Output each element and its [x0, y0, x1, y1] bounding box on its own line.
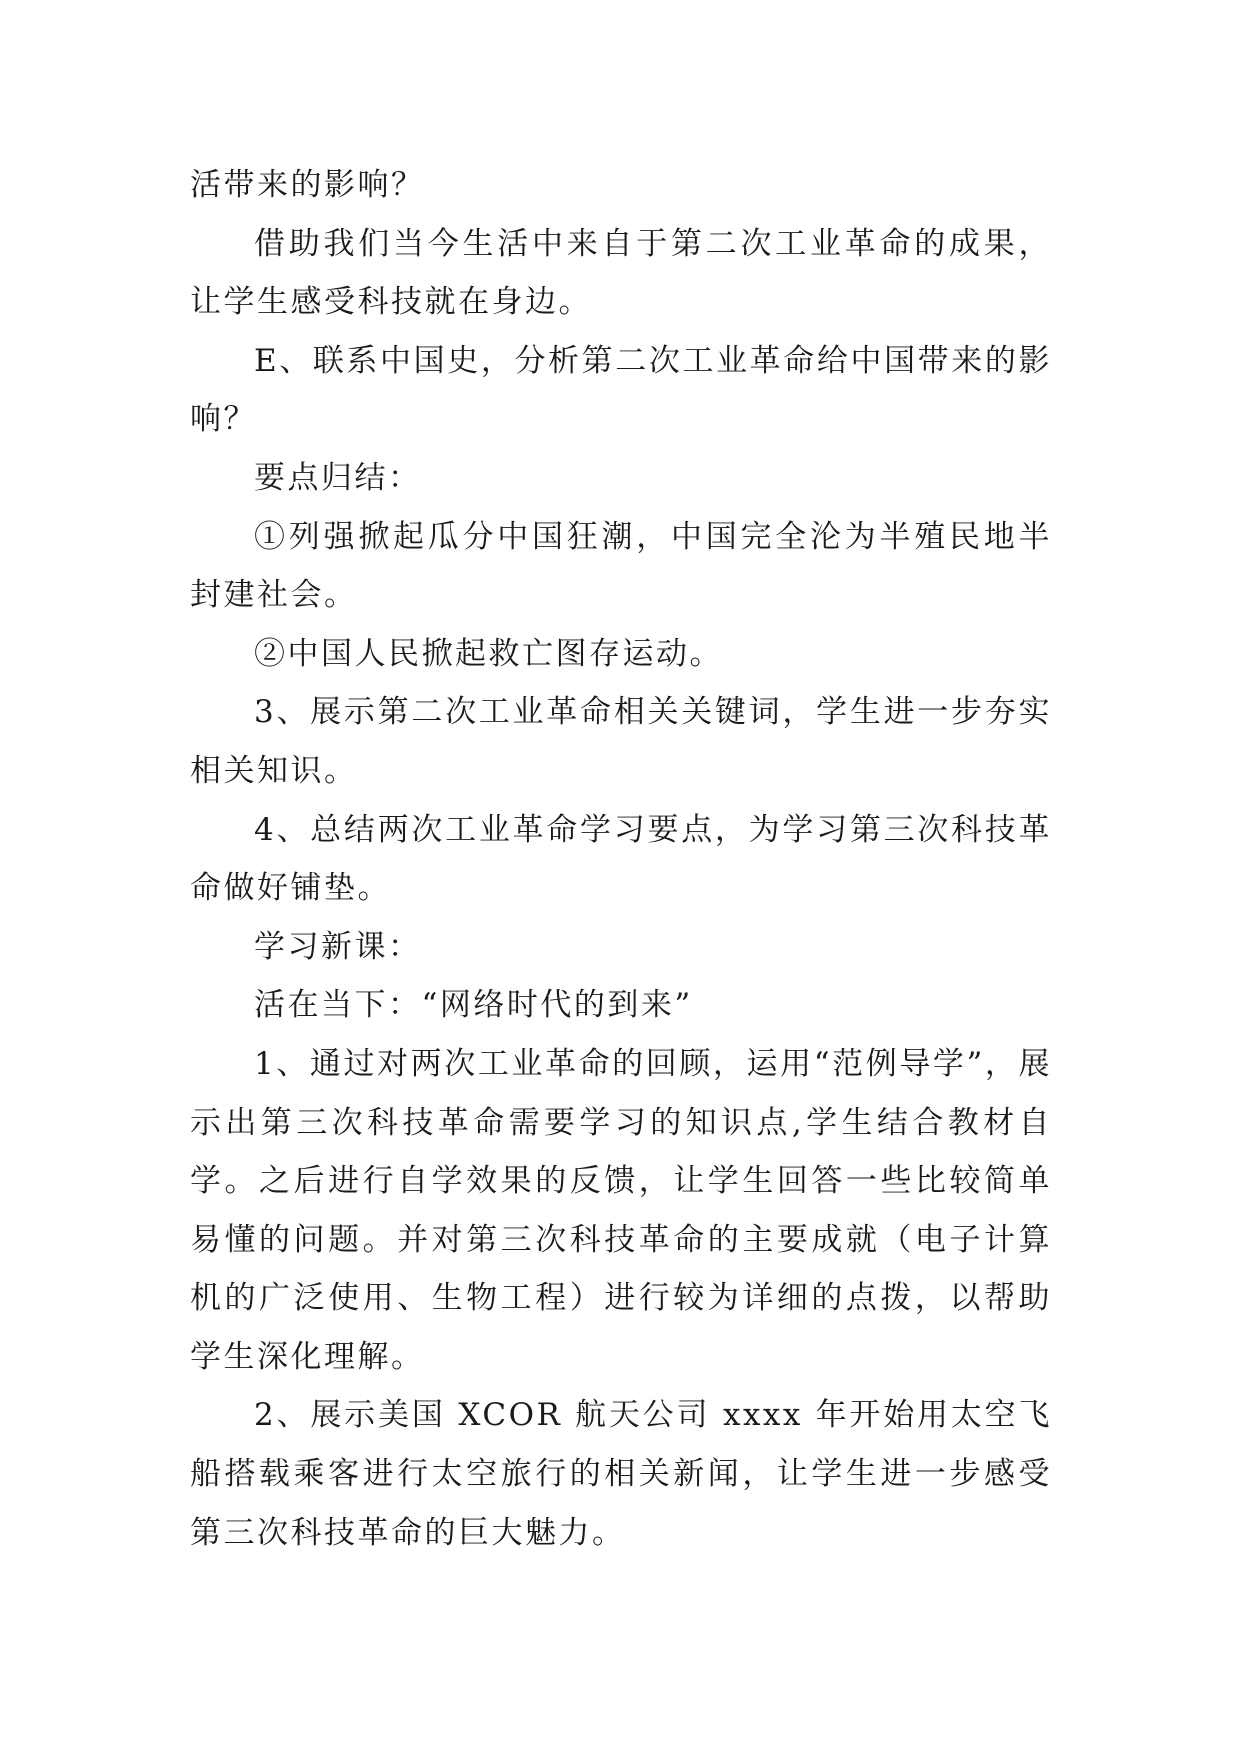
paragraph-4: 要点归结： — [254, 459, 422, 496]
paragraph-7: 3、展示第二次工业革命相关关键词，学生进一步夯实相关知识。 — [190, 694, 1052, 789]
paragraph-12: 2、展示美国 XCOR 航天公司 xxxx 年开始用太空飞船搭载乘客进行太空旅行的相关新闻，让学生进一步感受第三次科技革命的巨大魅力。 — [190, 1397, 1052, 1551]
paragraph-6: ②中国人民掀起救亡图存运动。 — [254, 635, 723, 672]
paragraph-5: ①列强掀起瓜分中国狂潮，中国完全沦为半殖民地半封建社会。 — [190, 518, 1052, 614]
paragraph-2: 借助我们当今生活中来自于第二次工业革命的成果，让学生感受科技就在身边。 — [190, 225, 1052, 321]
paragraph-10: 活在当下：“网络时代的到来” — [254, 987, 693, 1024]
paragraph-11: 1、通过对两次工业革命的回顾，运用“范例导学”，展示出第三次科技革命需要学习的知识点,学生结合教材自学。之后进行自学效果的反馈，让学生回答一些比较简单易懂的问题。并对第三次科技革命的主要成就（电子计算机的广泛使用、生物工程）进行较为详细的点拨，以帮助学生深化理解。 — [190, 1045, 1052, 1375]
paragraph-9: 学习新课： — [254, 928, 422, 965]
document-body — [190, 156, 1052, 1562]
paragraph-8: 4、总结两次工业革命学习要点，为学习第三次科技革命做好铺垫。 — [190, 811, 1052, 907]
paragraph-3: E、联系中国史，分析第二次工业革命给中国带来的影响？ — [190, 342, 1052, 438]
paragraph-1: 活带来的影响？ — [190, 167, 425, 203]
